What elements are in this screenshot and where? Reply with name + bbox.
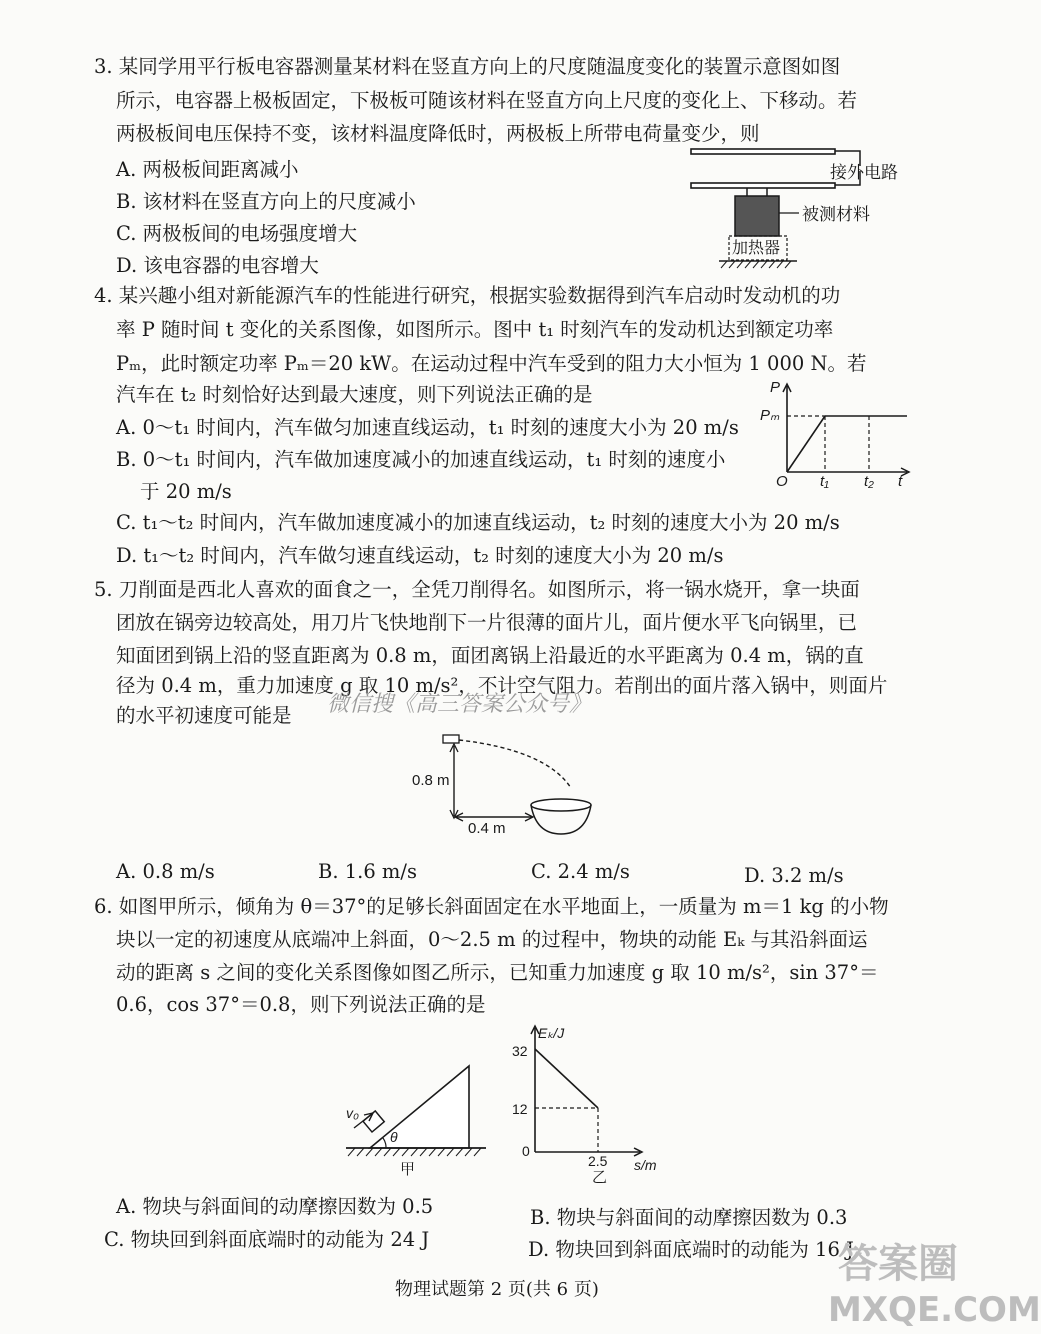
q6-line-1: 6. 如图甲所示，倾角为 θ＝37°的足够长斜面固定在水平地面上，一质量为 m＝1 kg 的小物 xyxy=(94,895,889,918)
q3-capacitor-diagram xyxy=(685,140,915,280)
q6-fig-jia-caption: 甲 xyxy=(400,1161,416,1178)
q4-x-axis-label: t xyxy=(898,473,903,490)
q4-option-b-cont: 于 20 m/s xyxy=(140,480,232,503)
q5-noodle-diagram xyxy=(436,728,616,838)
q5-horizontal-label: 0.4 m xyxy=(468,820,506,837)
q4-pm-label: Pₘ xyxy=(760,407,780,424)
q5-line-1: 5. 刀削面是西北人喜欢的面食之一，全凭刀削得名。如图所示，将一锅水烧开，拿一块面 xyxy=(94,578,860,601)
q6-y12-label: 12 xyxy=(512,1101,528,1117)
q5-option-b: B. 1.6 m/s xyxy=(318,860,418,883)
q6-origin-label: 0 xyxy=(522,1143,530,1159)
site-logo-cn: 答案圈 xyxy=(838,1241,958,1287)
q5-option-d: D. 3.2 m/s xyxy=(744,864,844,887)
q4-line-4: 汽车在 t₂ 时刻恰好达到最大速度，则下列说法正确的是 xyxy=(116,383,593,406)
site-logo-en: MXQE.COM xyxy=(828,1290,1041,1330)
q6-fig-yi-caption: 乙 xyxy=(592,1169,608,1186)
q4-line-2: 率 P 随时间 t 变化的关系图像，如图所示。图中 t₁ 时刻汽车的发动机达到额定功率 xyxy=(116,318,834,341)
q5-line-3: 知面团到锅上沿的竖直距离为 0.8 m，面团离锅上沿最近的水平距离为 0.4 m，锅的直 xyxy=(116,644,864,667)
q3-label-heater: 加热器 xyxy=(732,240,781,257)
q4-y-axis-label: P xyxy=(770,379,781,396)
q4-line-1: 4. 某兴趣小组对新能源汽车的性能进行研究，根据实验数据得到汽车启动时发动机的功 xyxy=(94,284,841,307)
q4-option-c: C. t₁～t₂ 时间内，汽车做加速度减小的加速直线运动，t₂ 时刻的速度大小为 20 m/s xyxy=(116,511,840,534)
q6-v0-label: v₀ xyxy=(346,1105,359,1121)
q6-theta-label: θ xyxy=(390,1129,398,1145)
q4-option-a: A. 0～t₁ 时间内，汽车做匀加速直线运动，t₁ 时刻的速度大小为 20 m/s xyxy=(116,416,739,439)
q4-option-b: B. 0～t₁ 时间内，汽车做加速度减小的加速直线运动，t₁ 时刻的速度小 xyxy=(116,448,726,471)
q6-kinetic-energy-graph xyxy=(525,1024,655,1159)
q6-option-d: D. 物块回到斜面底端时的动能为 16 J xyxy=(528,1238,854,1261)
q3-line-1: 3. 某同学用平行板电容器测量某材料在竖直方向上的尺度随温度变化的装置示意图如图 xyxy=(94,55,841,78)
q4-t1-label: t₁ xyxy=(820,473,829,490)
q6-line-4: 0.6，cos 37°＝0.8，则下列说法正确的是 xyxy=(116,993,486,1016)
q6-line-3: 动的距离 s 之间的变化关系图像如图乙所示，已知重力加速度 g 取 10 m/s²，sin 37°＝ xyxy=(116,961,879,984)
q5-option-a: A. 0.8 m/s xyxy=(116,860,215,883)
page-footer: 物理试题第 2 页(共 6 页) xyxy=(395,1279,599,1300)
q4-t2-label: t₂ xyxy=(864,473,874,490)
q6-option-b: B. 物块与斜面间的动摩擦因数为 0.3 xyxy=(530,1206,848,1229)
q3-option-a: A. 两极板间距离减小 xyxy=(116,158,299,181)
q3-line-3: 两极板间电压保持不变，该材料温度降低时，两极板上所带电荷量变少，则 xyxy=(116,122,760,145)
q4-line-3: Pₘ，此时额定功率 Pₘ＝20 kW。在运动过程中汽车受到的阻力大小恒为 1 000 N。若 xyxy=(116,352,867,375)
q6-option-c: C. 物块回到斜面底端时的动能为 24 J xyxy=(104,1228,430,1251)
q4-option-d: D. t₁～t₂ 时间内，汽车做匀速直线运动，t₂ 时刻的速度大小为 20 m/s xyxy=(116,544,724,567)
q3-option-c: C. 两极板间的电场强度增大 xyxy=(116,222,358,245)
q3-option-d: D. 该电容器的电容增大 xyxy=(116,254,319,277)
q4-power-time-graph xyxy=(775,380,915,490)
q3-label-material: 被测材料 xyxy=(802,205,870,224)
q5-line-2: 团放在锅旁边较高处，用刀片飞快地削下一片很薄的面片儿，面片便水平飞向锅里，已 xyxy=(116,611,858,634)
q6-y-axis-label: Eₖ/J xyxy=(538,1025,565,1041)
q6-option-a: A. 物块与斜面间的动摩擦因数为 0.5 xyxy=(116,1195,434,1218)
q6-x-axis-label: s/m xyxy=(634,1157,657,1173)
q3-line-2: 所示，电容器上极板固定，下极板可随该材料在竖直方向上尺度的变化上、下移动。若 xyxy=(116,89,858,112)
watermark: 微信搜《高三答案公众号》 xyxy=(327,692,592,717)
q5-line-4: 径为 0.4 m，重力加速度 g 取 10 m/s²，不计空气阻力。若削出的面片落入锅中，则面片 xyxy=(116,674,888,697)
q4-origin-label: O xyxy=(776,473,788,490)
q3-option-b: B. 该材料在竖直方向上的尺度减小 xyxy=(116,190,416,213)
q6-incline-diagram xyxy=(340,1060,490,1160)
q5-vertical-label: 0.8 m xyxy=(412,772,450,789)
q5-line-5: 的水平初速度可能是 xyxy=(116,704,292,727)
q5-option-c: C. 2.4 m/s xyxy=(531,860,630,883)
q6-line-2: 块以一定的初速度从底端冲上斜面，0～2.5 m 的过程中，物块的动能 Eₖ 与其沿斜面运 xyxy=(116,928,868,951)
q6-y32-label: 32 xyxy=(512,1043,528,1059)
q6-x25-label: 2.5 xyxy=(588,1153,608,1169)
q3-label-circuit: 接外电路 xyxy=(830,163,898,182)
